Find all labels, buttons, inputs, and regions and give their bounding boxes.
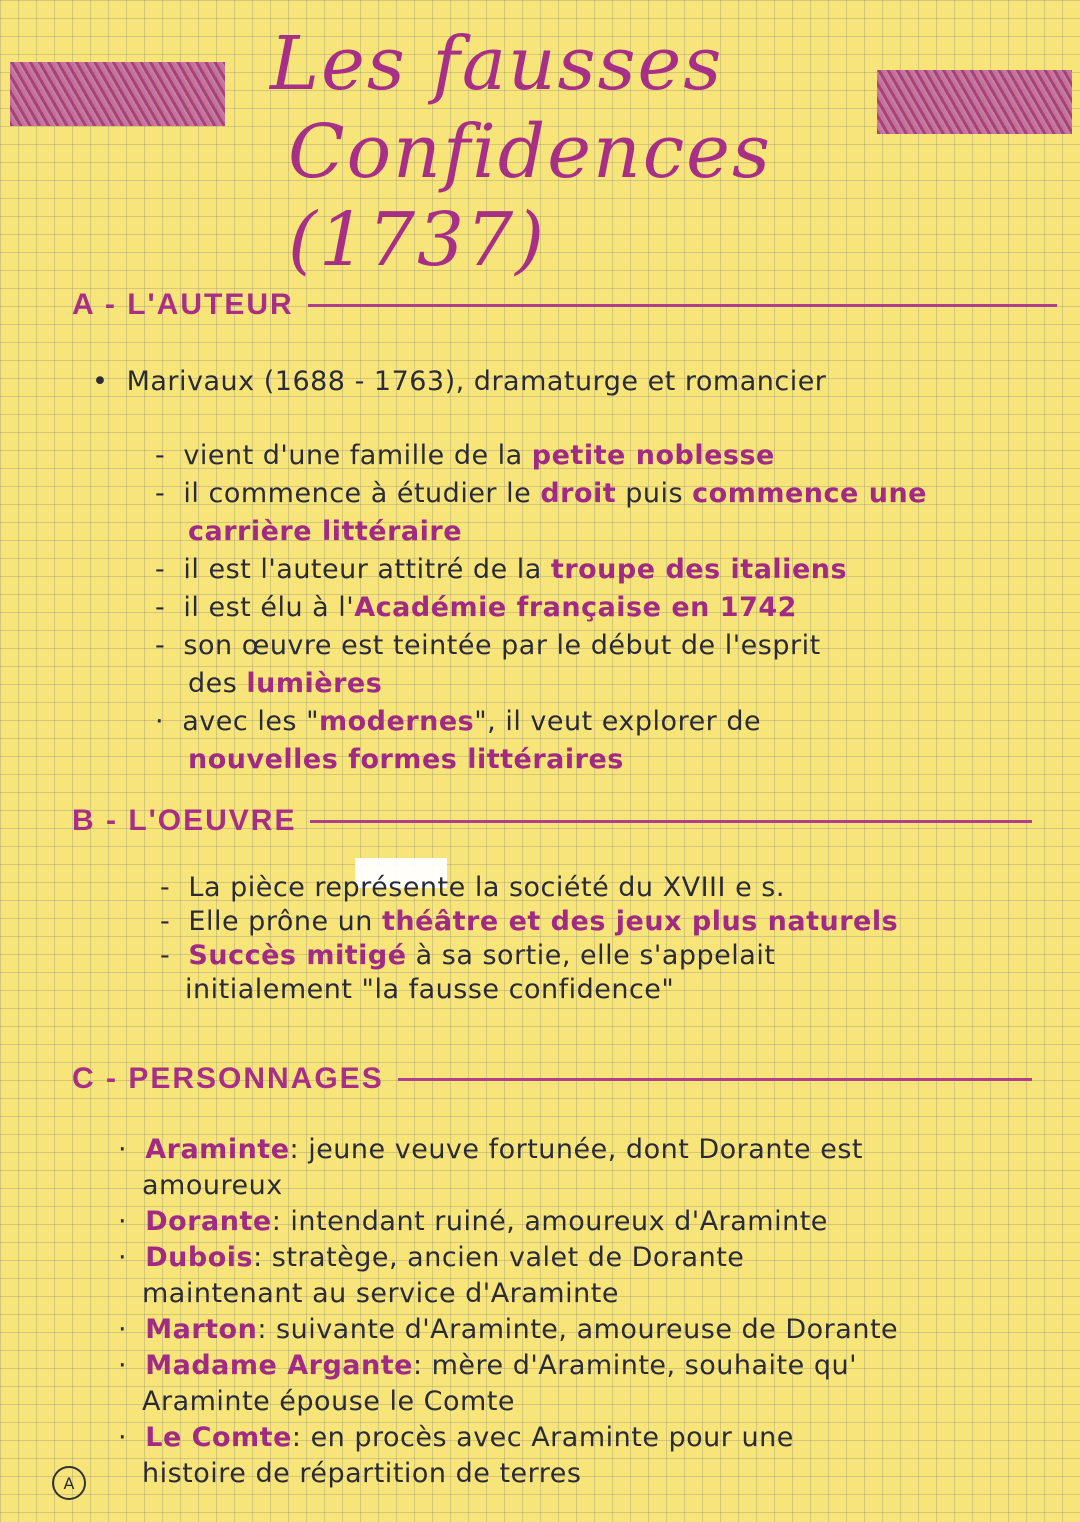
highlighted-text: Succès mitigé: [188, 940, 407, 971]
plain-text: Araminte épouse le Comte: [142, 1386, 516, 1417]
bullet-mark: ·: [118, 1422, 146, 1453]
plain-text: : mère d'Araminte, souhaite qu': [412, 1350, 857, 1381]
left-scribble-decoration: [10, 62, 225, 126]
plain-text: initialement "la fausse confidence": [185, 974, 675, 1005]
highlighted-text: Araminte: [145, 1134, 290, 1165]
bullet-mark: -: [155, 592, 184, 623]
section-a-line: [155, 592, 797, 623]
bullet-mark: -: [160, 940, 189, 971]
section-c-line: [118, 1206, 828, 1237]
bullet-mark: -: [160, 906, 189, 937]
section-a-intro: • Marivaux (1688 - 1763), dramaturge et romancier: [92, 366, 827, 397]
section-a-line: [155, 630, 821, 661]
plain-text: il commence à étudier le: [183, 478, 541, 509]
section-a-heading: [72, 288, 1057, 322]
section-b-heading: [72, 804, 1032, 838]
highlighted-text: Le Comte: [145, 1422, 292, 1453]
section-c-line: [142, 1278, 619, 1309]
section-b-line: [160, 872, 785, 903]
right-scribble-decoration: [877, 70, 1072, 134]
plain-text: ", il veut explorer de: [474, 706, 762, 737]
section-a-rule: [308, 304, 1057, 307]
section-b-line: [160, 940, 775, 971]
section-a-line: [155, 554, 847, 585]
bullet-mark: ·: [155, 706, 183, 737]
plain-text: : stratège, ancien valet de Dorante: [253, 1242, 745, 1273]
title-line-2: Confidences (1737): [288, 109, 772, 283]
plain-text: : intendant ruiné, amoureux d'Araminte: [271, 1206, 828, 1237]
section-b-line: [160, 906, 898, 937]
plain-text: son œuvre est teintée par le début de l'esprit: [183, 630, 821, 661]
section-c-line: [118, 1314, 898, 1345]
plain-text: La pièce représente la société du: [188, 872, 663, 903]
plain-text: histoire de répartition de terres: [142, 1458, 582, 1489]
section-c-line: [142, 1386, 515, 1417]
plain-text: puis: [616, 478, 693, 509]
page-number: A: [52, 1466, 86, 1500]
plain-text: amoureux: [142, 1170, 283, 1201]
plain-text: il est l'auteur attitré de la: [183, 554, 551, 585]
bullet-mark: ·: [118, 1134, 146, 1165]
bullet-mark: -: [160, 872, 189, 903]
plain-text: des: [188, 668, 247, 699]
highlighted-text: lumières: [246, 668, 383, 699]
section-c-line: [118, 1242, 744, 1273]
bullet-mark: ·: [118, 1242, 146, 1273]
section-b-rule: [310, 820, 1032, 823]
highlighted-text: Dorante: [145, 1206, 272, 1237]
section-a-line: [188, 744, 624, 775]
section-a-line: [155, 440, 775, 471]
section-c-line: [118, 1350, 857, 1381]
bullet-mark: -: [155, 630, 184, 661]
section-a-line: [188, 668, 382, 699]
section-a-title: A - L'AUTEUR: [72, 288, 294, 321]
plain-text: maintenant au service d'Araminte: [142, 1278, 619, 1309]
plain-text: Elle prône un: [188, 906, 382, 937]
highlighted-text: théâtre et des jeux plus naturels: [381, 906, 899, 937]
highlighted-text: droit: [540, 478, 617, 509]
plain-text: vient d'une famille de la: [183, 440, 532, 471]
section-b-line: [185, 974, 674, 1005]
highlighted-text: troupe des italiens: [550, 554, 848, 585]
section-b-title: B - L'OEUVRE: [72, 804, 297, 837]
highlighted-text: modernes: [319, 706, 475, 737]
plain-text: : jeune veuve fortunée, dont Dorante est: [289, 1134, 863, 1165]
section-c-heading: [72, 1062, 1032, 1096]
bullet-mark: ·: [118, 1350, 146, 1381]
highlighted-text: Académie française en 1742: [354, 592, 797, 623]
section-a-line: [188, 516, 462, 547]
section-c-rule: [398, 1078, 1032, 1081]
highlighted-text: petite noblesse: [531, 440, 775, 471]
section-c-title: C - PERSONNAGES: [72, 1062, 384, 1095]
highlighted-text: nouvelles formes littéraires: [188, 744, 624, 775]
page-title: [270, 20, 870, 284]
title-line-1: Les fausses: [270, 21, 724, 107]
plain-text: XVIII e s.: [662, 872, 785, 903]
highlighted-text: Madame Argante: [145, 1350, 413, 1381]
section-a-line: [155, 478, 927, 509]
plain-text: : suivante d'Araminte, amoureuse de Dorante: [257, 1314, 899, 1345]
highlighted-text: Marton: [145, 1314, 258, 1345]
section-c-line: [142, 1170, 283, 1201]
section-c-line: [142, 1458, 581, 1489]
plain-text: : en procès avec Araminte pour une: [291, 1422, 794, 1453]
bullet-mark: -: [155, 554, 184, 585]
section-a-line: [155, 706, 761, 737]
section-c-line: [118, 1134, 863, 1165]
bullet-mark: -: [155, 440, 184, 471]
section-c-line: [118, 1422, 794, 1453]
bullet-mark: -: [155, 478, 184, 509]
plain-text: avec les ": [182, 706, 319, 737]
highlighted-text: carrière littéraire: [188, 516, 463, 547]
plain-text: à sa sortie, elle s'appelait: [406, 940, 776, 971]
plain-text: il est élu à l': [183, 592, 355, 623]
bullet-mark: ·: [118, 1206, 146, 1237]
bullet-mark: ·: [118, 1314, 146, 1345]
highlighted-text: Dubois: [145, 1242, 254, 1273]
highlighted-text: commence une: [692, 478, 927, 509]
